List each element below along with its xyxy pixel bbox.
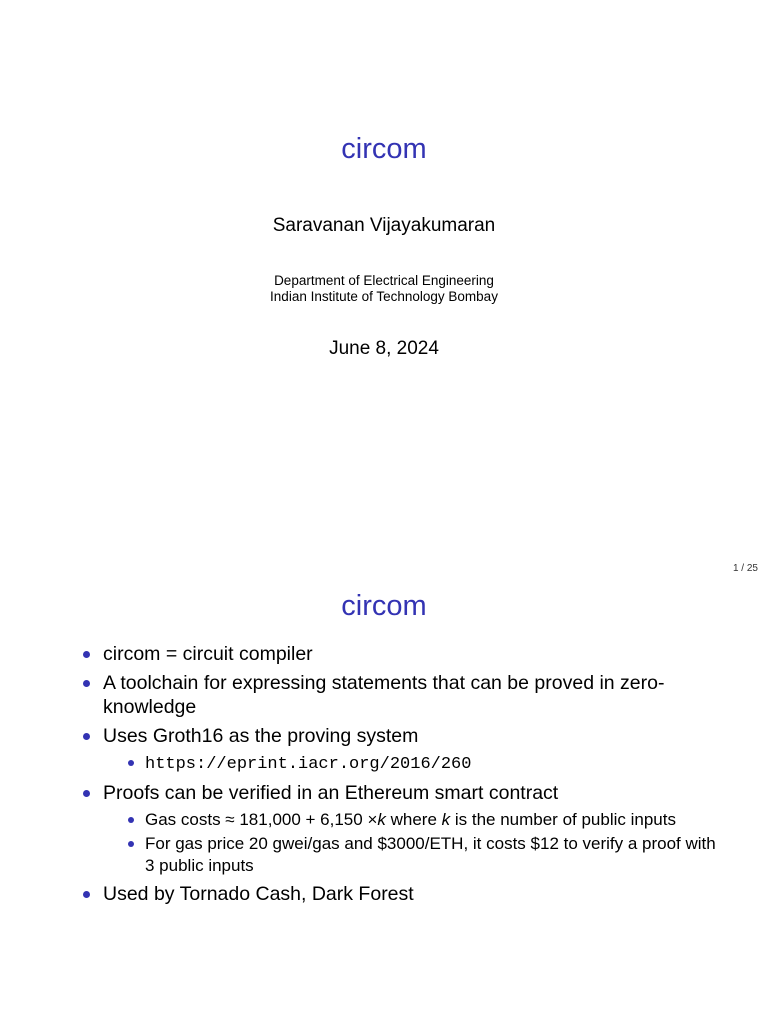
bullet-text: A toolchain for expressing statements that can be proved in zero-knowledge: [103, 672, 665, 718]
variable-k: k: [377, 810, 386, 829]
gas-cost-text: Gas costs ≈ 181,000 + 6,150 ×: [145, 810, 378, 829]
sub-bullet-item: [103, 809, 720, 831]
bullet-item: [80, 642, 720, 666]
gas-price-text: For gas price 20 gwei/gas and $3000/ETH, it costs $12 to verify a proof with 3 public inputs: [145, 834, 716, 875]
gas-cost-text: where: [385, 810, 442, 829]
bullet-text: Proofs can be verified in an Ethereum smart contract: [103, 782, 559, 804]
slide-title: circom: [341, 133, 427, 165]
bullet-item: [80, 882, 720, 906]
page-number: 1 / 25: [732, 563, 758, 574]
sub-bullet-item: [103, 833, 720, 877]
bullet-list: [80, 642, 720, 911]
sub-bullet-item: [103, 752, 720, 776]
variable-k: k: [441, 810, 451, 829]
slide-title: circom: [341, 590, 427, 622]
bullet-item: [80, 671, 720, 719]
bullet-item: [80, 724, 720, 776]
bullet-text: Used by Tornado Cash, Dark Forest: [103, 883, 414, 905]
presentation-date: June 8, 2024: [329, 338, 439, 359]
eprint-link[interactable]: https://eprint.iacr.org/2016/260: [145, 755, 472, 774]
bullet-item: [80, 781, 720, 877]
content-slide: [0, 580, 768, 1024]
sub-bullet-list: [103, 752, 720, 776]
affiliation: [0, 273, 768, 305]
department: Department of Electrical Engineering: [274, 273, 494, 288]
bullet-text: circom = circuit compiler: [103, 643, 313, 665]
bullet-text: Uses Groth16 as the proving system: [103, 725, 419, 747]
author-name: Saravanan Vijayakumaran: [272, 215, 496, 236]
institute: Indian Institute of Technology Bombay: [270, 289, 498, 304]
sub-bullet-list: [103, 809, 720, 877]
gas-cost-text: is the number of public inputs: [450, 810, 676, 829]
